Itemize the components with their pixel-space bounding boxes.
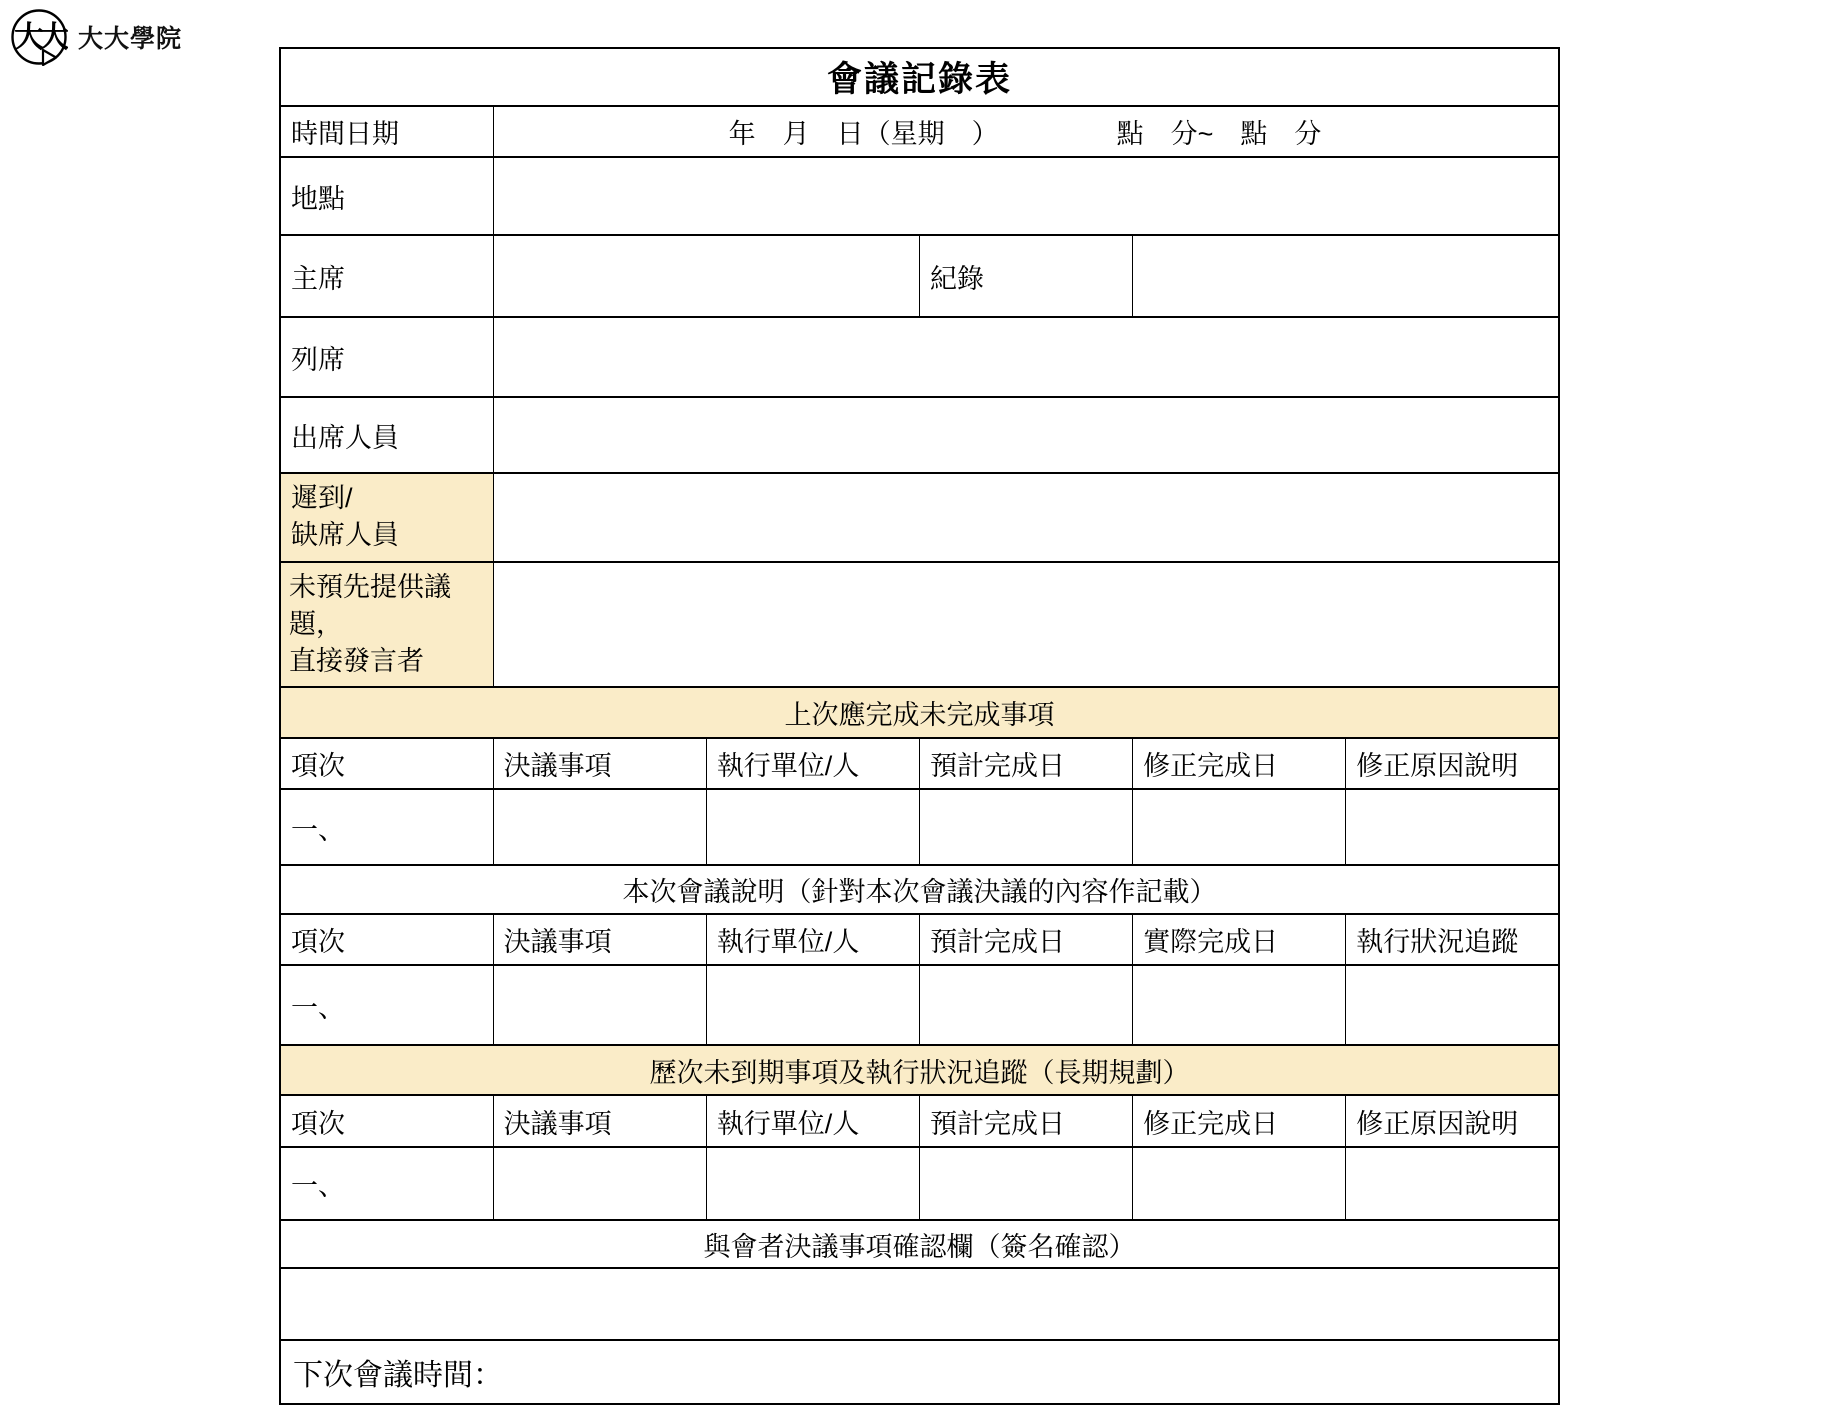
datetime-value: [494, 112, 1558, 151]
executor-cell[interactable]: [706, 789, 919, 865]
resolution-cell[interactable]: [493, 1147, 706, 1220]
col-header-revision-reason: 修正原因說明: [1346, 738, 1559, 789]
attendee-row: [280, 397, 1559, 473]
planned-date-cell[interactable]: [919, 1147, 1132, 1220]
location-label: 地點: [280, 157, 493, 235]
executor-cell[interactable]: [706, 1147, 919, 1220]
planned-date-cell[interactable]: [919, 965, 1132, 1045]
chair-value-cell[interactable]: [493, 235, 919, 317]
impromptu-label-line1: 未預先提供議題，: [289, 571, 451, 639]
item-no-cell[interactable]: 一、: [280, 789, 493, 865]
planned-date-cell[interactable]: [919, 789, 1132, 865]
datetime-value-cell[interactable]: [493, 106, 1559, 157]
chair-row: [280, 235, 1559, 317]
section1-header-row: [280, 738, 1559, 789]
revision-reason-cell[interactable]: [1346, 1147, 1559, 1220]
attendee-value-cell[interactable]: [493, 397, 1559, 473]
signature-area-cell[interactable]: [280, 1268, 1559, 1340]
impromptu-value-cell[interactable]: [493, 562, 1559, 688]
col-header-item-no: 項次: [280, 914, 493, 965]
observer-row: [280, 317, 1559, 397]
brand-name: 大大學院: [78, 25, 183, 53]
form-title-row: [280, 48, 1559, 106]
item-no-cell[interactable]: 一、: [280, 965, 493, 1045]
section2-title: 本次會議說明（針對本次會議決議的內容作記載）: [280, 865, 1559, 914]
location-value-cell[interactable]: [493, 157, 1559, 235]
chair-label: 主席: [280, 235, 493, 317]
col-header-revision-reason: 修正原因說明: [1346, 1095, 1559, 1147]
section3-title: 歷次未到期事項及執行狀況追蹤（長期規劃）: [280, 1045, 1559, 1095]
signature-title: 與會者決議事項確認欄（簽名確認）: [280, 1220, 1559, 1268]
section3-data-row: [280, 1147, 1559, 1220]
section1-data-row: [280, 789, 1559, 865]
col-header-revised-date: 修正完成日: [1133, 1095, 1346, 1147]
col-header-resolution: 決議事項: [493, 914, 706, 965]
late-absent-label: [280, 473, 493, 562]
impromptu-label: [280, 562, 493, 688]
resolution-cell[interactable]: [493, 789, 706, 865]
col-header-executor: 執行單位/人: [706, 1095, 919, 1147]
revised-date-cell[interactable]: [1133, 1147, 1346, 1220]
datetime-date-text: 年 月 日（星期 ）: [728, 119, 999, 149]
col-header-executor: 執行單位/人: [706, 914, 919, 965]
section2-title-row: [280, 865, 1559, 914]
col-header-planned-date: 預計完成日: [919, 914, 1132, 965]
observer-value-cell[interactable]: [493, 317, 1559, 397]
resolution-cell[interactable]: [493, 965, 706, 1045]
col-header-item-no: 項次: [280, 738, 493, 789]
col-header-status-tracking: 執行狀況追蹤: [1346, 914, 1559, 965]
observer-label: 列席: [280, 317, 493, 397]
impromptu-label-line2: 直接發言者: [289, 646, 424, 676]
section1-title: 上次應完成未完成事項: [280, 687, 1559, 738]
datetime-time-text: 點 分~ 點 分: [1116, 119, 1322, 149]
col-header-planned-date: 預計完成日: [919, 1095, 1132, 1147]
executor-cell[interactable]: [706, 965, 919, 1045]
col-header-resolution: 決議事項: [493, 1095, 706, 1147]
late-absent-value-cell[interactable]: [493, 473, 1559, 562]
next-meeting-row: [280, 1340, 1559, 1404]
col-header-item-no: 項次: [280, 1095, 493, 1147]
datetime-row: [280, 106, 1559, 157]
col-header-planned-date: 預計完成日: [919, 738, 1132, 789]
section1-title-row: [280, 687, 1559, 738]
section2-data-row: [280, 965, 1559, 1045]
signature-area-row: [280, 1268, 1559, 1340]
section3-header-row: [280, 1095, 1559, 1147]
recorder-value-cell[interactable]: [1133, 235, 1559, 317]
col-header-actual-date: 實際完成日: [1133, 914, 1346, 965]
actual-date-cell[interactable]: [1133, 965, 1346, 1045]
next-meeting-label[interactable]: 下次會議時間：: [280, 1340, 1559, 1404]
recorder-label: 紀錄: [919, 235, 1132, 317]
brand-logo-icon: [10, 8, 68, 66]
late-absent-row: [280, 473, 1559, 562]
late-absent-label-line1: 遲到/: [291, 483, 353, 513]
revised-date-cell[interactable]: [1133, 789, 1346, 865]
revision-reason-cell[interactable]: [1346, 789, 1559, 865]
col-header-executor: 執行單位/人: [706, 738, 919, 789]
section2-header-row: [280, 914, 1559, 965]
meeting-record-form: [279, 47, 1560, 1405]
attendee-label: 出席人員: [280, 397, 493, 473]
section3-title-row: [280, 1045, 1559, 1095]
brand-logo: [10, 8, 182, 66]
impromptu-row: [280, 562, 1559, 688]
form-title: 會議記錄表: [280, 48, 1559, 106]
datetime-label: 時間日期: [280, 106, 493, 157]
location-row: [280, 157, 1559, 235]
status-tracking-cell[interactable]: [1346, 965, 1559, 1045]
col-header-revised-date: 修正完成日: [1133, 738, 1346, 789]
brand-mark-text: 大大: [14, 21, 64, 54]
col-header-resolution: 決議事項: [493, 738, 706, 789]
item-no-cell[interactable]: 一、: [280, 1147, 493, 1220]
late-absent-label-line2: 缺席人員: [291, 520, 399, 551]
signature-title-row: [280, 1220, 1559, 1268]
